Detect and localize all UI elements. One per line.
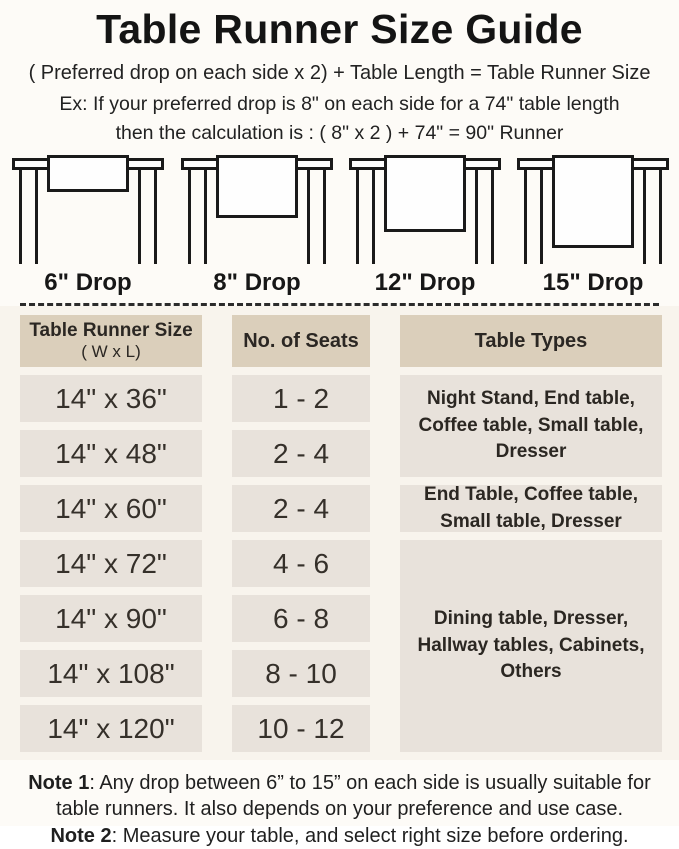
runner-drape xyxy=(552,155,634,248)
table-leg xyxy=(307,169,310,264)
table-leg xyxy=(154,169,157,264)
table-leg xyxy=(19,169,22,264)
table-leg xyxy=(659,169,662,264)
header-section xyxy=(0,0,679,306)
note-1-text: : Any drop between 6” to 15” on each side is usually suitable for table runners. It also depends on your preference and use case. xyxy=(55,772,651,821)
table-leg xyxy=(491,169,494,264)
size-cell: 14" x 108" xyxy=(20,650,202,697)
header-table-types: Table Types xyxy=(400,315,662,367)
runner-drape xyxy=(47,155,129,192)
header-seats: No. of Seats xyxy=(232,315,370,367)
drop-label: 15" Drop xyxy=(542,269,644,296)
table-leg xyxy=(643,169,646,264)
table-leg xyxy=(524,169,527,264)
size-cell: 14" x 36" xyxy=(20,375,202,422)
size-cell: 14" x 48" xyxy=(20,430,202,477)
example-line-2: then the calculation is : ( 8" x 2 ) + 74" = 90" Runner xyxy=(115,122,564,144)
table-types-group-large: Dining table, Dresser, Hallway tables, Cabinets, Others xyxy=(400,540,662,752)
drop-label: 12" Drop xyxy=(374,269,476,296)
seats-cell: 2 - 4 xyxy=(232,485,370,532)
size-cell: 14" x 72" xyxy=(20,540,202,587)
table-leg xyxy=(323,169,326,264)
table-leg xyxy=(35,169,38,264)
table-leg xyxy=(356,169,359,264)
table-illustration-icon xyxy=(349,154,501,264)
runner-drape xyxy=(384,155,466,232)
diagram-12-drop xyxy=(349,154,501,297)
size-cell: 14" x 120" xyxy=(20,705,202,752)
note-2 xyxy=(9,823,671,849)
diagram-15-drop xyxy=(517,154,669,297)
table-leg xyxy=(475,169,478,264)
table-types-group-small: Night Stand, End table, Coffee table, Small table, Dresser xyxy=(400,375,662,477)
header-runner-size-title: Table Runner Size xyxy=(29,320,193,342)
size-cell: 14" x 60" xyxy=(20,485,202,532)
note-2-text: : Measure your table, and select right size before ordering. xyxy=(111,824,629,847)
drop-label: 8" Drop xyxy=(213,269,301,296)
size-cell: 14" x 90" xyxy=(20,595,202,642)
header-runner-size-sub: ( W x L) xyxy=(81,342,141,362)
drop-diagrams xyxy=(0,154,679,300)
note-1 xyxy=(9,770,671,823)
size-table xyxy=(20,315,662,752)
diagram-6-drop xyxy=(12,154,164,297)
seats-cell: 4 - 6 xyxy=(232,540,370,587)
size-table-section xyxy=(0,306,679,760)
example-line-1: Ex: If your preferred drop is 8" on each side for a 74" table length xyxy=(59,93,620,115)
table-leg xyxy=(204,169,207,264)
table-leg xyxy=(540,169,543,264)
table-illustration-icon xyxy=(12,154,164,264)
seats-cell: 6 - 8 xyxy=(232,595,370,642)
table-leg xyxy=(188,169,191,264)
note-2-label: Note 2 xyxy=(50,824,112,847)
table-leg xyxy=(138,169,141,264)
runner-drape xyxy=(216,155,298,218)
table-illustration-icon xyxy=(181,154,333,264)
drop-label: 6" Drop xyxy=(44,269,132,296)
formula-line: ( Preferred drop on each side x 2) + Table Length = Table Runner Size xyxy=(28,62,651,84)
diagram-8-drop xyxy=(181,154,333,297)
table-types-group-medium: End Table, Coffee table, Small table, Dresser xyxy=(400,485,662,532)
table-illustration-icon xyxy=(517,154,669,264)
seats-cell: 2 - 4 xyxy=(232,430,370,477)
header-runner-size xyxy=(20,315,202,367)
seats-cell: 1 - 2 xyxy=(232,375,370,422)
note-1-label: Note 1 xyxy=(28,772,90,794)
table-leg xyxy=(372,169,375,264)
seats-cell: 8 - 10 xyxy=(232,650,370,697)
seats-cell: 10 - 12 xyxy=(232,705,370,752)
page-title: Table Runner Size Guide xyxy=(96,6,583,52)
notes-section xyxy=(0,760,679,849)
